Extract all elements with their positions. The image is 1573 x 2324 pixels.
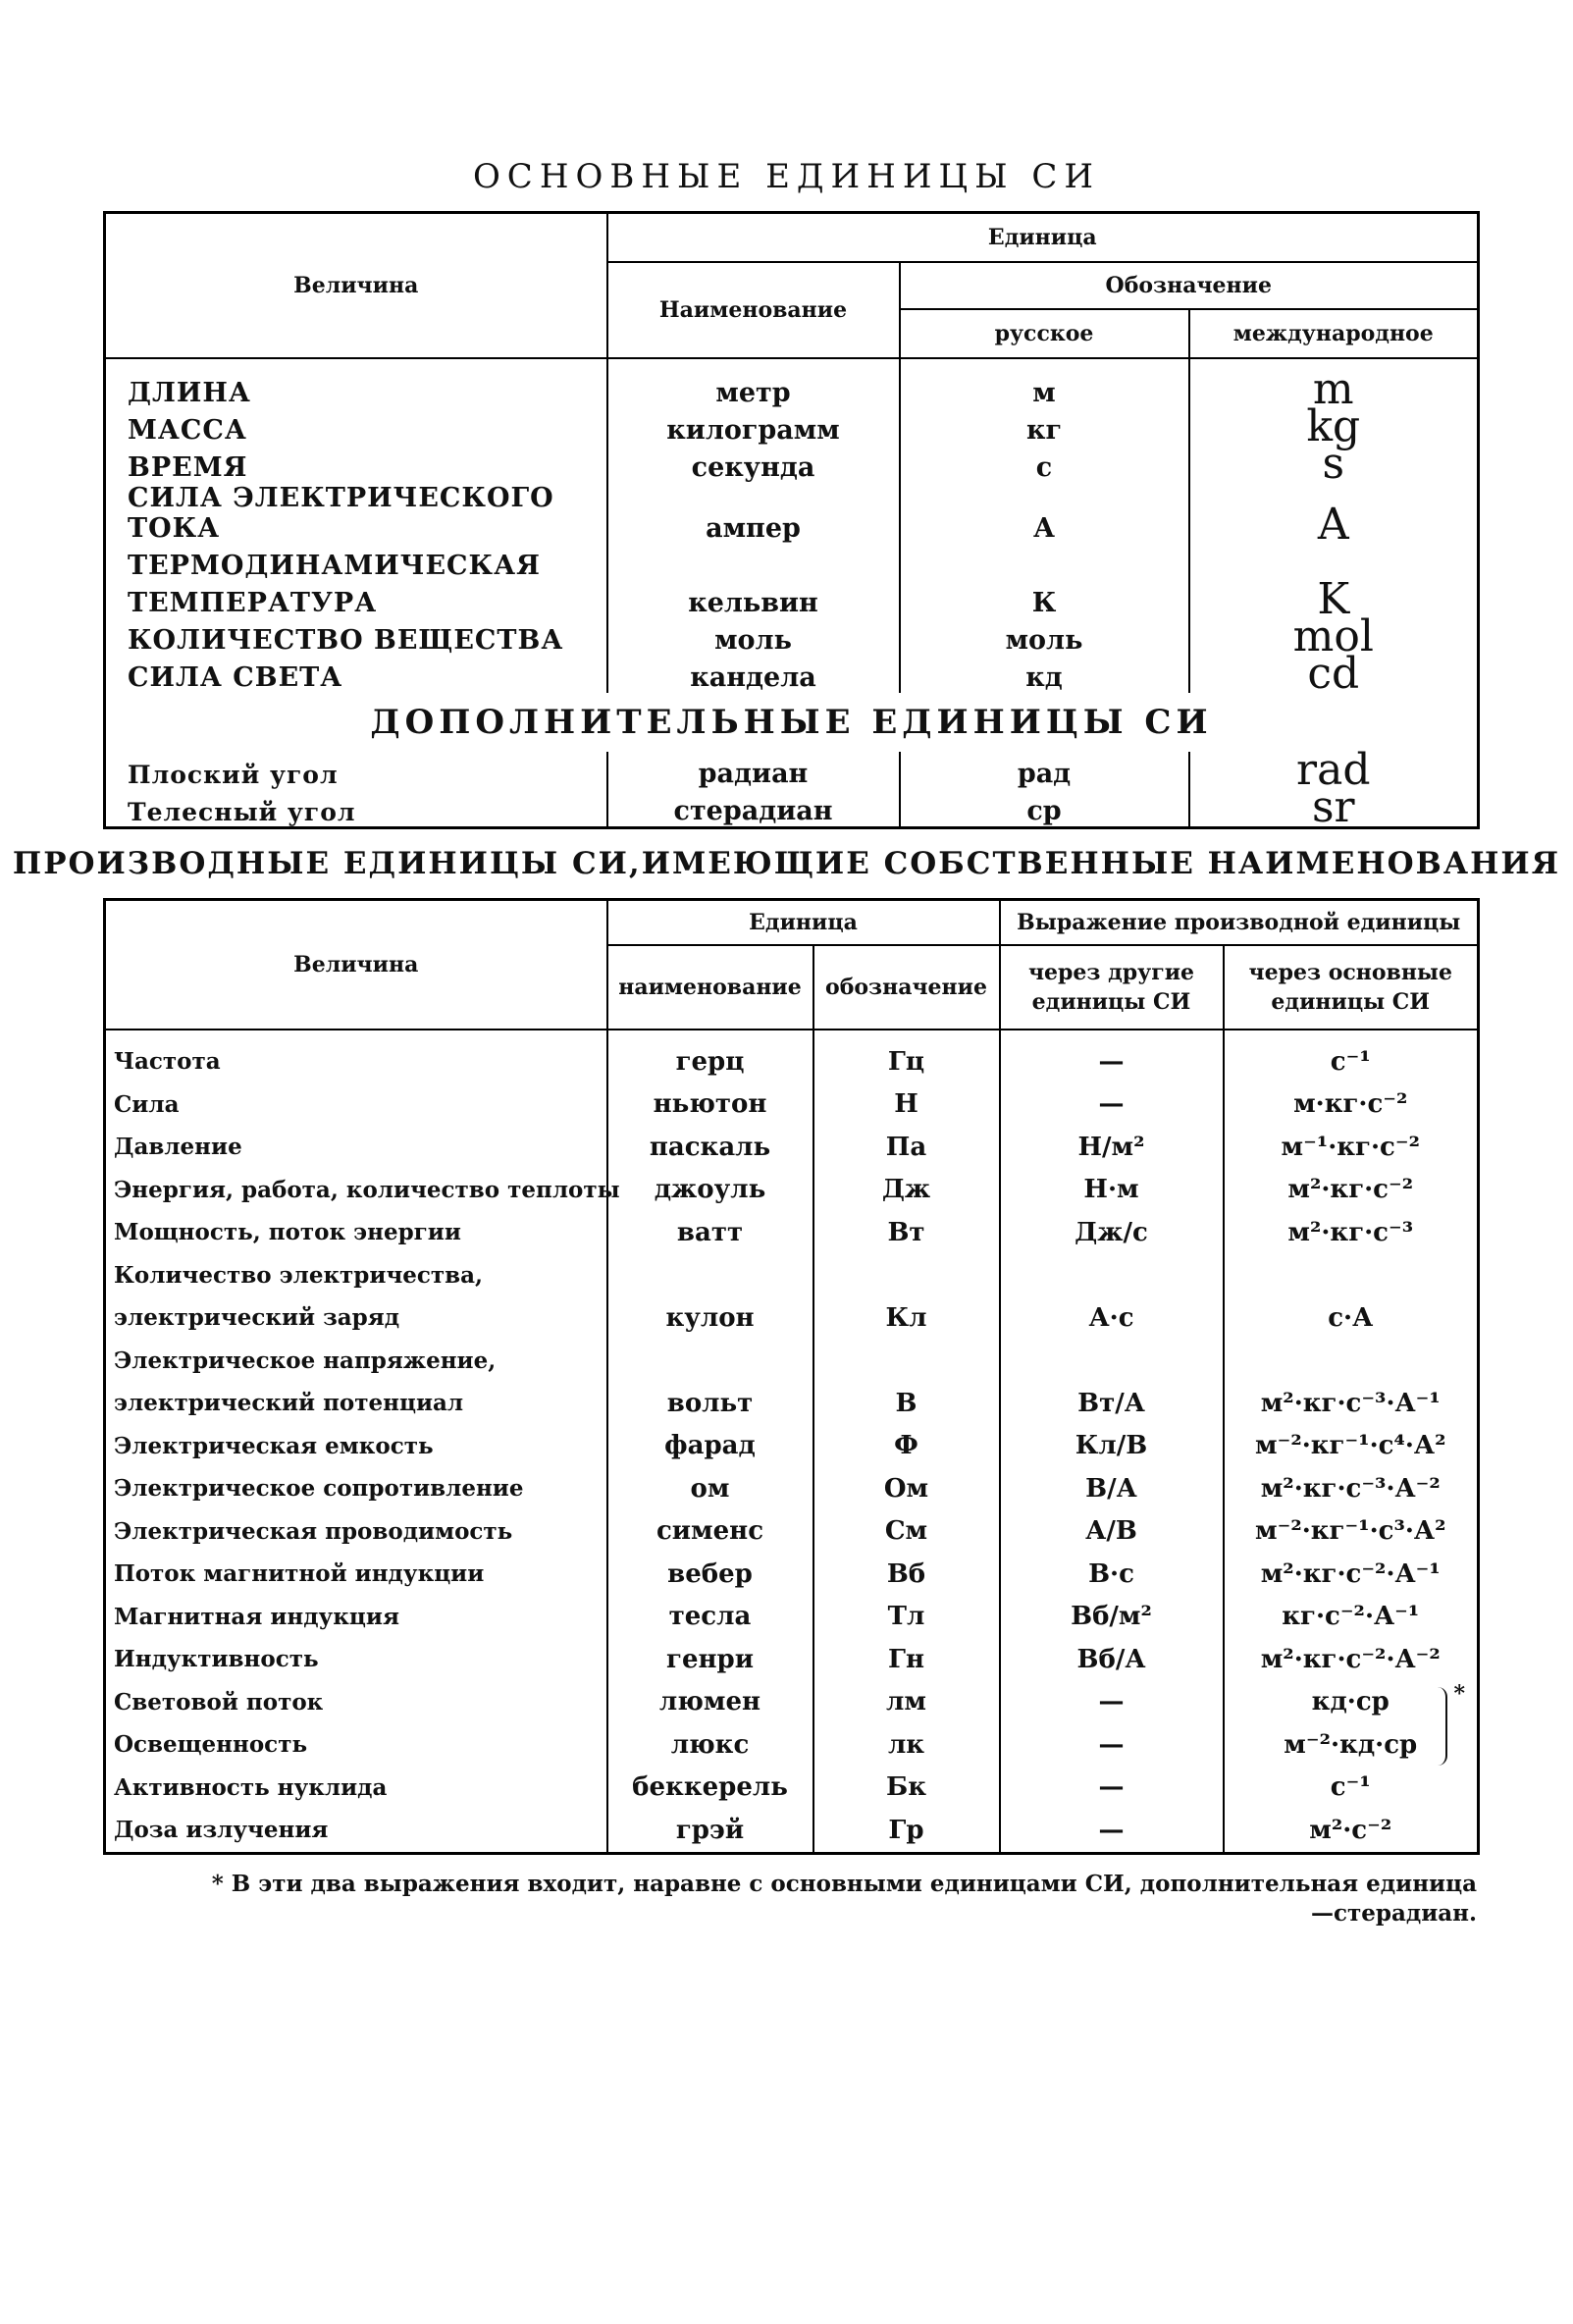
table-row	[105, 1681, 1479, 1724]
table-row	[105, 1340, 1479, 1383]
unit-name-cell: фарад	[607, 1425, 813, 1468]
derived-units-table	[103, 898, 1480, 1855]
unit-name-cell: килограмм	[607, 408, 900, 446]
quantity-cell: ТЕМПЕРАТУРА	[105, 581, 607, 618]
via-base-cell: м²·кг·с⁻²·А⁻²	[1224, 1638, 1479, 1681]
table-row	[105, 581, 1479, 618]
via-other-cell: —	[1000, 1083, 1224, 1127]
header-unit: Единица	[607, 213, 1479, 263]
via-base-cell: кд·ср *	[1224, 1681, 1479, 1724]
quantity-cell: Сила	[105, 1083, 607, 1127]
quantity-cell: Поток магнитной индукции	[105, 1553, 607, 1596]
basic-units-title: ОСНОВНЫЕ ЕДИНИЦЫ СИ	[472, 157, 1101, 196]
header-international: международное	[1189, 309, 1479, 358]
unit-name-cell: стерадиан	[607, 789, 900, 828]
via-base-cell: м²·кг·с⁻³·А⁻¹	[1224, 1382, 1479, 1425]
table-row	[105, 752, 1479, 789]
via-other-cell: —	[1000, 1681, 1224, 1724]
via-base-cell: кг·с⁻²·А⁻¹	[1224, 1596, 1479, 1639]
header-quantity: Величина	[105, 900, 607, 1030]
via-other-cell: —	[1000, 1809, 1224, 1853]
russian-symbol-cell: м	[900, 358, 1189, 408]
table-row	[105, 1638, 1479, 1681]
unit-name-cell: кельвин	[607, 581, 900, 618]
unit-name-cell: вольт	[607, 1382, 813, 1425]
quantity-cell: Мощность, поток энергии	[105, 1211, 607, 1254]
via-base-cell: м⁻²·кд·ср	[1224, 1723, 1479, 1767]
unit-name-cell: кулон	[607, 1296, 813, 1340]
via-other-cell: В/А	[1000, 1467, 1224, 1510]
unit-symbol-cell: Бк	[813, 1767, 1000, 1810]
via-base-cell: м⁻²·кг⁻¹·с⁴·А²	[1224, 1425, 1479, 1468]
via-other-cell: Вб/м²	[1000, 1596, 1224, 1639]
quantity-cell: ТЕРМОДИНАМИЧЕСКАЯ	[105, 544, 607, 581]
unit-symbol-cell	[813, 1254, 1000, 1297]
unit-symbol-cell: лк	[813, 1723, 1000, 1767]
derived-units-title: ПРОИЗВОДНЫЕ ЕДИНИЦЫ СИ,ИМЕЮЩИЕ СОБСТВЕННЫЕ НАИМЕНОВАНИЯ	[12, 846, 1561, 881]
table-row	[105, 1083, 1479, 1127]
quantity-cell: Частота	[105, 1030, 607, 1083]
unit-name-cell: люкс	[607, 1723, 813, 1767]
quantity-cell: электрический потенциал	[105, 1382, 607, 1425]
unit-name-cell	[607, 544, 900, 581]
russian-symbol-cell: кд	[900, 656, 1189, 693]
unit-name-cell: грэй	[607, 1809, 813, 1853]
table-row	[105, 1254, 1479, 1297]
unit-symbol-cell: Гн	[813, 1638, 1000, 1681]
via-base-cell: с⁻¹	[1224, 1767, 1479, 1810]
table-row	[105, 1723, 1479, 1767]
russian-symbol-cell: ср	[900, 789, 1189, 828]
table-row	[105, 1596, 1479, 1639]
unit-symbol-cell: Па	[813, 1126, 1000, 1169]
quantity-cell: Электрическая проводимость	[105, 1510, 607, 1554]
quantity-cell: ДЛИНА	[105, 358, 607, 408]
russian-symbol-cell: кг	[900, 408, 1189, 446]
quantity-cell: Давление	[105, 1126, 607, 1169]
quantity-cell: Магнитная индукция	[105, 1596, 607, 1639]
quantity-cell: Освещенность	[105, 1723, 607, 1767]
header-expression: Выражение производной единицы	[1000, 900, 1479, 946]
via-base-cell	[1224, 1340, 1479, 1383]
unit-symbol-cell: Ом	[813, 1467, 1000, 1510]
header-via-base: через основные единицы СИ	[1224, 945, 1479, 1030]
unit-name-cell: метр	[607, 358, 900, 408]
quantity-cell: Энергия, работа, количество теплоты	[105, 1169, 607, 1212]
via-base-cell: м²·кг·с⁻³	[1224, 1211, 1479, 1254]
unit-symbol-cell: Вб	[813, 1553, 1000, 1596]
quantity-cell: Доза излучения	[105, 1809, 607, 1853]
unit-name-cell: ватт	[607, 1211, 813, 1254]
quantity-cell: Телесный угол	[105, 789, 607, 828]
via-other-cell: А·с	[1000, 1296, 1224, 1340]
header-symbol: Обозначение	[900, 262, 1479, 309]
international-symbol-cell: A	[1189, 483, 1479, 544]
quantity-cell: Световой поток	[105, 1681, 607, 1724]
unit-name-cell: джоуль	[607, 1169, 813, 1212]
russian-symbol-cell: моль	[900, 618, 1189, 656]
table-row	[105, 1382, 1479, 1425]
table-row	[105, 1126, 1479, 1169]
unit-name-cell	[607, 1254, 813, 1297]
footnote: * В эти два выражения входит, наравне с основными единицами СИ, дополнительная единица—стерадиан.	[211, 1871, 1477, 1927]
header-russian: русское	[900, 309, 1189, 358]
via-base-cell: м⁻¹·кг·с⁻²	[1224, 1126, 1479, 1169]
table-row	[105, 656, 1479, 693]
via-other-cell	[1000, 1254, 1224, 1297]
unit-symbol-cell: Вт	[813, 1211, 1000, 1254]
via-other-cell: —	[1000, 1723, 1224, 1767]
via-base-cell: с·А	[1224, 1296, 1479, 1340]
quantity-cell: Электрическая емкость	[105, 1425, 607, 1468]
international-symbol-cell: K	[1189, 581, 1479, 618]
unit-name-cell: тесла	[607, 1596, 813, 1639]
brace-mark	[1438, 1687, 1447, 1766]
via-other-cell: Дж/с	[1000, 1211, 1224, 1254]
unit-name-cell: ньютон	[607, 1083, 813, 1127]
unit-symbol-cell	[813, 1340, 1000, 1383]
table-row	[105, 1767, 1479, 1810]
international-symbol-cell: cd	[1189, 656, 1479, 693]
international-symbol-cell: sr	[1189, 789, 1479, 828]
via-base-cell: м²·с⁻²	[1224, 1809, 1479, 1853]
via-other-cell: Н/м²	[1000, 1126, 1224, 1169]
unit-symbol-cell: Н	[813, 1083, 1000, 1127]
via-base-cell: м⁻²·кг⁻¹·с³·А²	[1224, 1510, 1479, 1554]
table-row	[105, 1510, 1479, 1554]
via-base-cell	[1224, 1254, 1479, 1297]
table-row	[105, 408, 1479, 446]
via-other-cell: Кл/В	[1000, 1425, 1224, 1468]
unit-symbol-cell: См	[813, 1510, 1000, 1554]
international-symbol-cell: s	[1189, 446, 1479, 483]
quantity-cell: СИЛА ЭЛЕКТРИЧЕСКОГО ТОКА	[105, 483, 607, 544]
table-row	[105, 1211, 1479, 1254]
header-name: Наименование	[607, 262, 900, 358]
header-quantity: Величина	[105, 213, 607, 359]
russian-symbol-cell: с	[900, 446, 1189, 483]
unit-name-cell: люмен	[607, 1681, 813, 1724]
quantity-cell: КОЛИЧЕСТВО ВЕЩЕСТВА	[105, 618, 607, 656]
basic-units-table	[103, 211, 1480, 832]
quantity-cell: СИЛА СВЕТА	[105, 656, 607, 693]
via-other-cell: Н·м	[1000, 1169, 1224, 1212]
table-row	[105, 1169, 1479, 1212]
quantity-cell: Количество электричества,	[105, 1254, 607, 1297]
unit-name-cell: ампер	[607, 483, 900, 544]
russian-symbol-cell: К	[900, 581, 1189, 618]
header-name: наименование	[607, 945, 813, 1030]
unit-name-cell: ом	[607, 1467, 813, 1510]
unit-symbol-cell: Тл	[813, 1596, 1000, 1639]
via-other-cell: Вт/А	[1000, 1382, 1224, 1425]
unit-symbol-cell: лм	[813, 1681, 1000, 1724]
table-row	[105, 1809, 1479, 1853]
quantity-cell: Электрическое напряжение,	[105, 1340, 607, 1383]
quantity-cell: Электрическое сопротивление	[105, 1467, 607, 1510]
via-other-cell	[1000, 1340, 1224, 1383]
quantity-cell: МАССА	[105, 408, 607, 446]
russian-symbol-cell: рад	[900, 752, 1189, 789]
via-other-cell: В·с	[1000, 1553, 1224, 1596]
unit-symbol-cell: Кл	[813, 1296, 1000, 1340]
unit-symbol-cell: В	[813, 1382, 1000, 1425]
header-unit: Единица	[607, 900, 1000, 946]
unit-symbol-cell: Гр	[813, 1809, 1000, 1853]
table-row	[105, 1425, 1479, 1468]
table-row	[105, 1467, 1479, 1510]
table-row	[105, 446, 1479, 483]
brace-asterisk: *	[1453, 1680, 1466, 1707]
quantity-cell: Активность нуклида	[105, 1767, 607, 1810]
via-base-cell: м²·кг·с⁻²·А⁻¹	[1224, 1553, 1479, 1596]
unit-name-cell: генри	[607, 1638, 813, 1681]
quantity-cell: ВРЕМЯ	[105, 446, 607, 483]
table-row	[105, 544, 1479, 581]
table-row	[105, 1296, 1479, 1340]
unit-name-cell: вебер	[607, 1553, 813, 1596]
section-row	[105, 693, 1479, 752]
table-row	[105, 1553, 1479, 1596]
via-other-cell: Вб/А	[1000, 1638, 1224, 1681]
table-row	[105, 483, 1479, 544]
international-symbol-cell: rad	[1189, 752, 1479, 789]
table-row	[105, 358, 1479, 408]
quantity-cell: электрический заряд	[105, 1296, 607, 1340]
table-row	[105, 789, 1479, 828]
derived-rows	[105, 1030, 1479, 1853]
via-other-cell: А/В	[1000, 1510, 1224, 1554]
table-row	[105, 1030, 1479, 1083]
unit-symbol-cell: Дж	[813, 1169, 1000, 1212]
unit-name-cell	[607, 1340, 813, 1383]
quantity-cell: Плоский угол	[105, 752, 607, 789]
unit-name-cell: беккерель	[607, 1767, 813, 1810]
unit-name-cell: секунда	[607, 446, 900, 483]
unit-symbol-cell: Гц	[813, 1030, 1000, 1083]
international-symbol-cell: mol	[1189, 618, 1479, 656]
unit-name-cell: сименс	[607, 1510, 813, 1554]
international-symbol-cell: m	[1189, 358, 1479, 408]
unit-name-cell: радиан	[607, 752, 900, 789]
russian-symbol-cell	[900, 544, 1189, 581]
via-base-cell: м²·кг·с⁻²	[1224, 1169, 1479, 1212]
header-symbol: обозначение	[813, 945, 1000, 1030]
via-other-cell: —	[1000, 1767, 1224, 1810]
via-base-cell: с⁻¹	[1224, 1030, 1479, 1083]
unit-name-cell: моль	[607, 618, 900, 656]
unit-symbol-cell: Ф	[813, 1425, 1000, 1468]
unit-name-cell: паскаль	[607, 1126, 813, 1169]
unit-name-cell: кандела	[607, 656, 900, 693]
additional-units-title: ДОПОЛНИТЕЛЬНЫЕ ЕДИНИЦЫ СИ	[370, 703, 1213, 742]
via-base-cell: м²·кг·с⁻³·А⁻²	[1224, 1467, 1479, 1510]
via-base-cell: м·кг·с⁻²	[1224, 1083, 1479, 1127]
header-via-other: через другие единицы СИ	[1000, 945, 1224, 1030]
russian-symbol-cell: А	[900, 483, 1189, 544]
table-row	[105, 618, 1479, 656]
quantity-cell: Индуктивность	[105, 1638, 607, 1681]
via-other-cell: —	[1000, 1030, 1224, 1083]
unit-name-cell: герц	[607, 1030, 813, 1083]
international-symbol-cell: kg	[1189, 408, 1479, 446]
